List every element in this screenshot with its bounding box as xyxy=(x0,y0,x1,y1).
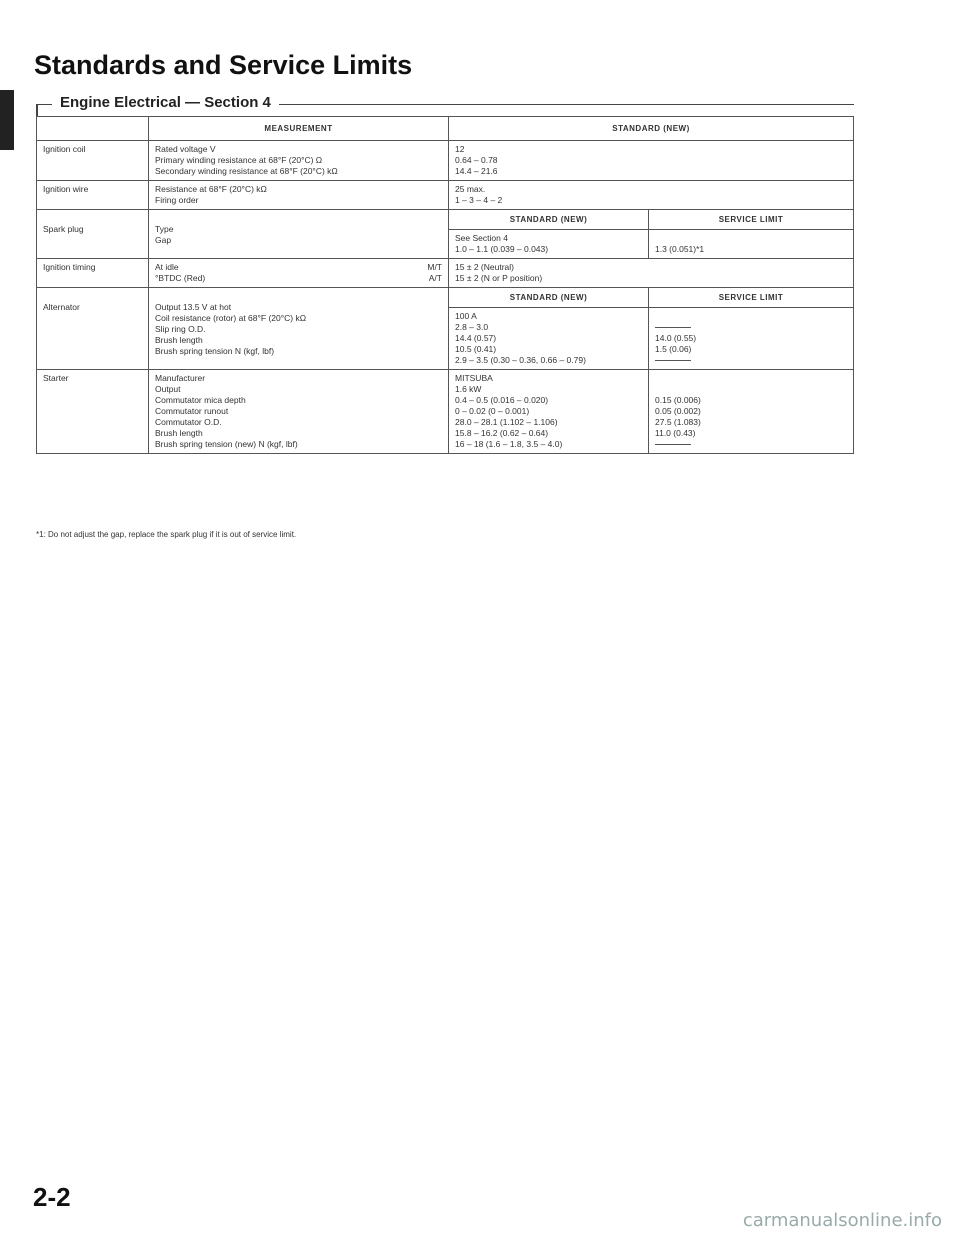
table-header-row xyxy=(37,117,854,141)
standard-value: 14.4 – 21.6 xyxy=(455,166,498,176)
table-row-ignition-wire xyxy=(37,181,854,210)
component-cell: Ignition coil xyxy=(37,141,149,181)
table-subheader-row xyxy=(37,288,854,308)
standard-value: 2.8 – 3.0 xyxy=(455,322,489,332)
page-number: 2-2 xyxy=(33,1182,71,1212)
measurement-item: Coil resistance (rotor) at 68°F (20°C) kΩ xyxy=(155,313,307,323)
section-tab-marker xyxy=(0,90,14,150)
component-cell: Starter xyxy=(37,370,149,454)
standard-value: See Section 4 xyxy=(455,233,508,243)
header-standard: STANDARD (NEW) xyxy=(449,210,649,230)
standard-cell xyxy=(449,230,649,259)
standard-cell xyxy=(449,259,854,288)
component-cell: Ignition wire xyxy=(37,181,149,210)
standard-value: 0 – 0.02 (0 – 0.001) xyxy=(455,406,530,416)
standard-cell xyxy=(449,370,649,454)
standard-value: 1.6 kW xyxy=(455,384,482,394)
component-label: Alternator xyxy=(43,302,80,312)
header-standard: STANDARD (NEW) xyxy=(449,288,649,308)
transmission-label: A/T xyxy=(428,273,442,283)
limit-value: 0.15 (0.006) xyxy=(655,395,701,405)
standard-value: 15 ± 2 (Neutral) xyxy=(455,262,514,272)
measurement-item: Output 13.5 V at hot xyxy=(155,302,232,312)
component-cell xyxy=(37,288,149,370)
header-service-limit: SERVICE LIMIT xyxy=(649,288,854,308)
limit-value: 1.5 (0.06) xyxy=(655,344,692,354)
component-label: Spark plug xyxy=(43,224,84,234)
measurement-cell xyxy=(149,259,449,288)
standard-value: 10.5 (0.41) xyxy=(455,344,497,354)
table-row-starter xyxy=(37,370,854,454)
measurement-item: Secondary winding resistance at 68°F (20°C) kΩ xyxy=(155,166,338,176)
limit-cell xyxy=(649,308,854,370)
measurement-cell xyxy=(149,141,449,181)
measurement-item: Brush spring tension N (kgf, lbf) xyxy=(155,346,275,356)
measurement-item: Gap xyxy=(155,235,172,245)
limit-value: 14.0 (0.55) xyxy=(655,333,697,343)
page-title: Standards and Service Limits xyxy=(34,50,413,80)
measurement-item: Manufacturer xyxy=(155,373,206,383)
footnote: *1: Do not adjust the gap, replace the spark plug if it is out of service limit. xyxy=(36,530,297,539)
standard-value: 28.0 – 28.1 (1.102 – 1.106) xyxy=(455,417,558,427)
limit-value: 11.0 (0.43) xyxy=(655,428,696,438)
measurement-cell xyxy=(149,181,449,210)
dash-mark xyxy=(655,360,691,361)
standard-cell xyxy=(449,181,854,210)
measurement-item: Type xyxy=(155,224,174,234)
standard-cell xyxy=(449,141,854,181)
standard-value: 1 – 3 – 4 – 2 xyxy=(455,195,503,205)
dash-mark xyxy=(655,327,691,328)
limit-value: 27.5 (1.083) xyxy=(655,417,701,427)
standard-value: 12 xyxy=(455,144,465,154)
table-row-ignition-timing xyxy=(37,259,854,288)
standard-value: 0.64 – 0.78 xyxy=(455,155,498,165)
header-service-limit: SERVICE LIMIT xyxy=(649,210,854,230)
limit-cell xyxy=(649,370,854,454)
watermark: carmanualsonline.info xyxy=(742,1210,942,1231)
measurement-cell xyxy=(149,210,449,259)
standard-value: 100 A xyxy=(455,311,477,321)
header-standard: STANDARD (NEW) xyxy=(449,117,854,141)
standard-value: 16 – 18 (1.6 – 1.8, 3.5 – 4.0) xyxy=(455,439,563,449)
measurement-item: Brush length xyxy=(155,335,203,345)
dash-mark xyxy=(655,444,691,445)
component-cell: Ignition timing xyxy=(37,259,149,288)
measurement-cell xyxy=(149,370,449,454)
standard-value: 2.9 – 3.5 (0.30 – 0.36, 0.66 – 0.79) xyxy=(455,355,586,365)
measurement-item: At idle xyxy=(155,262,179,272)
transmission-label: M/T xyxy=(427,262,442,272)
limit-value: 1.3 (0.051)*1 xyxy=(655,244,705,254)
standard-value: 15 ± 2 (N or P position) xyxy=(455,273,543,283)
measurement-item: Brush length xyxy=(155,428,203,438)
limit-cell xyxy=(649,230,854,259)
spec-table xyxy=(36,116,854,454)
header-component xyxy=(37,117,149,141)
measurement-item: Commutator mica depth xyxy=(155,395,246,405)
table-row-ignition-coil xyxy=(37,141,854,181)
measurement-item: Rated voltage V xyxy=(155,144,216,154)
standard-value: 14.4 (0.57) xyxy=(455,333,497,343)
section-title: Engine Electrical — Section 4 xyxy=(52,94,279,111)
limit-value: 0.05 (0.002) xyxy=(655,406,701,416)
measurement-item: Commutator runout xyxy=(155,406,229,416)
measurement-item: °BTDC (Red) xyxy=(155,273,206,283)
measurement-item: Firing order xyxy=(155,195,199,205)
component-cell xyxy=(37,210,149,259)
measurement-item: Primary winding resistance at 68°F (20°C) Ω xyxy=(155,155,323,165)
section-header xyxy=(36,94,854,114)
measurement-item: Resistance at 68°F (20°C) kΩ xyxy=(155,184,267,194)
table-subheader-row xyxy=(37,210,854,230)
header-measurement: MEASUREMENT xyxy=(149,117,449,141)
measurement-item: Brush spring tension (new) N (kgf, lbf) xyxy=(155,439,298,449)
measurement-cell xyxy=(149,288,449,370)
measurement-item: Commutator O.D. xyxy=(155,417,222,427)
section-rule-tick xyxy=(36,104,38,116)
standard-value: 1.0 – 1.1 (0.039 – 0.043) xyxy=(455,244,549,254)
standard-cell xyxy=(449,308,649,370)
measurement-item: Output xyxy=(155,384,181,394)
standard-value: 25 max. xyxy=(455,184,486,194)
standard-value: 0.4 – 0.5 (0.016 – 0.020) xyxy=(455,395,549,405)
standard-value: MITSUBA xyxy=(455,373,493,383)
standard-value: 15.8 – 16.2 (0.62 – 0.64) xyxy=(455,428,549,438)
measurement-item: Slip ring O.D. xyxy=(155,324,206,334)
